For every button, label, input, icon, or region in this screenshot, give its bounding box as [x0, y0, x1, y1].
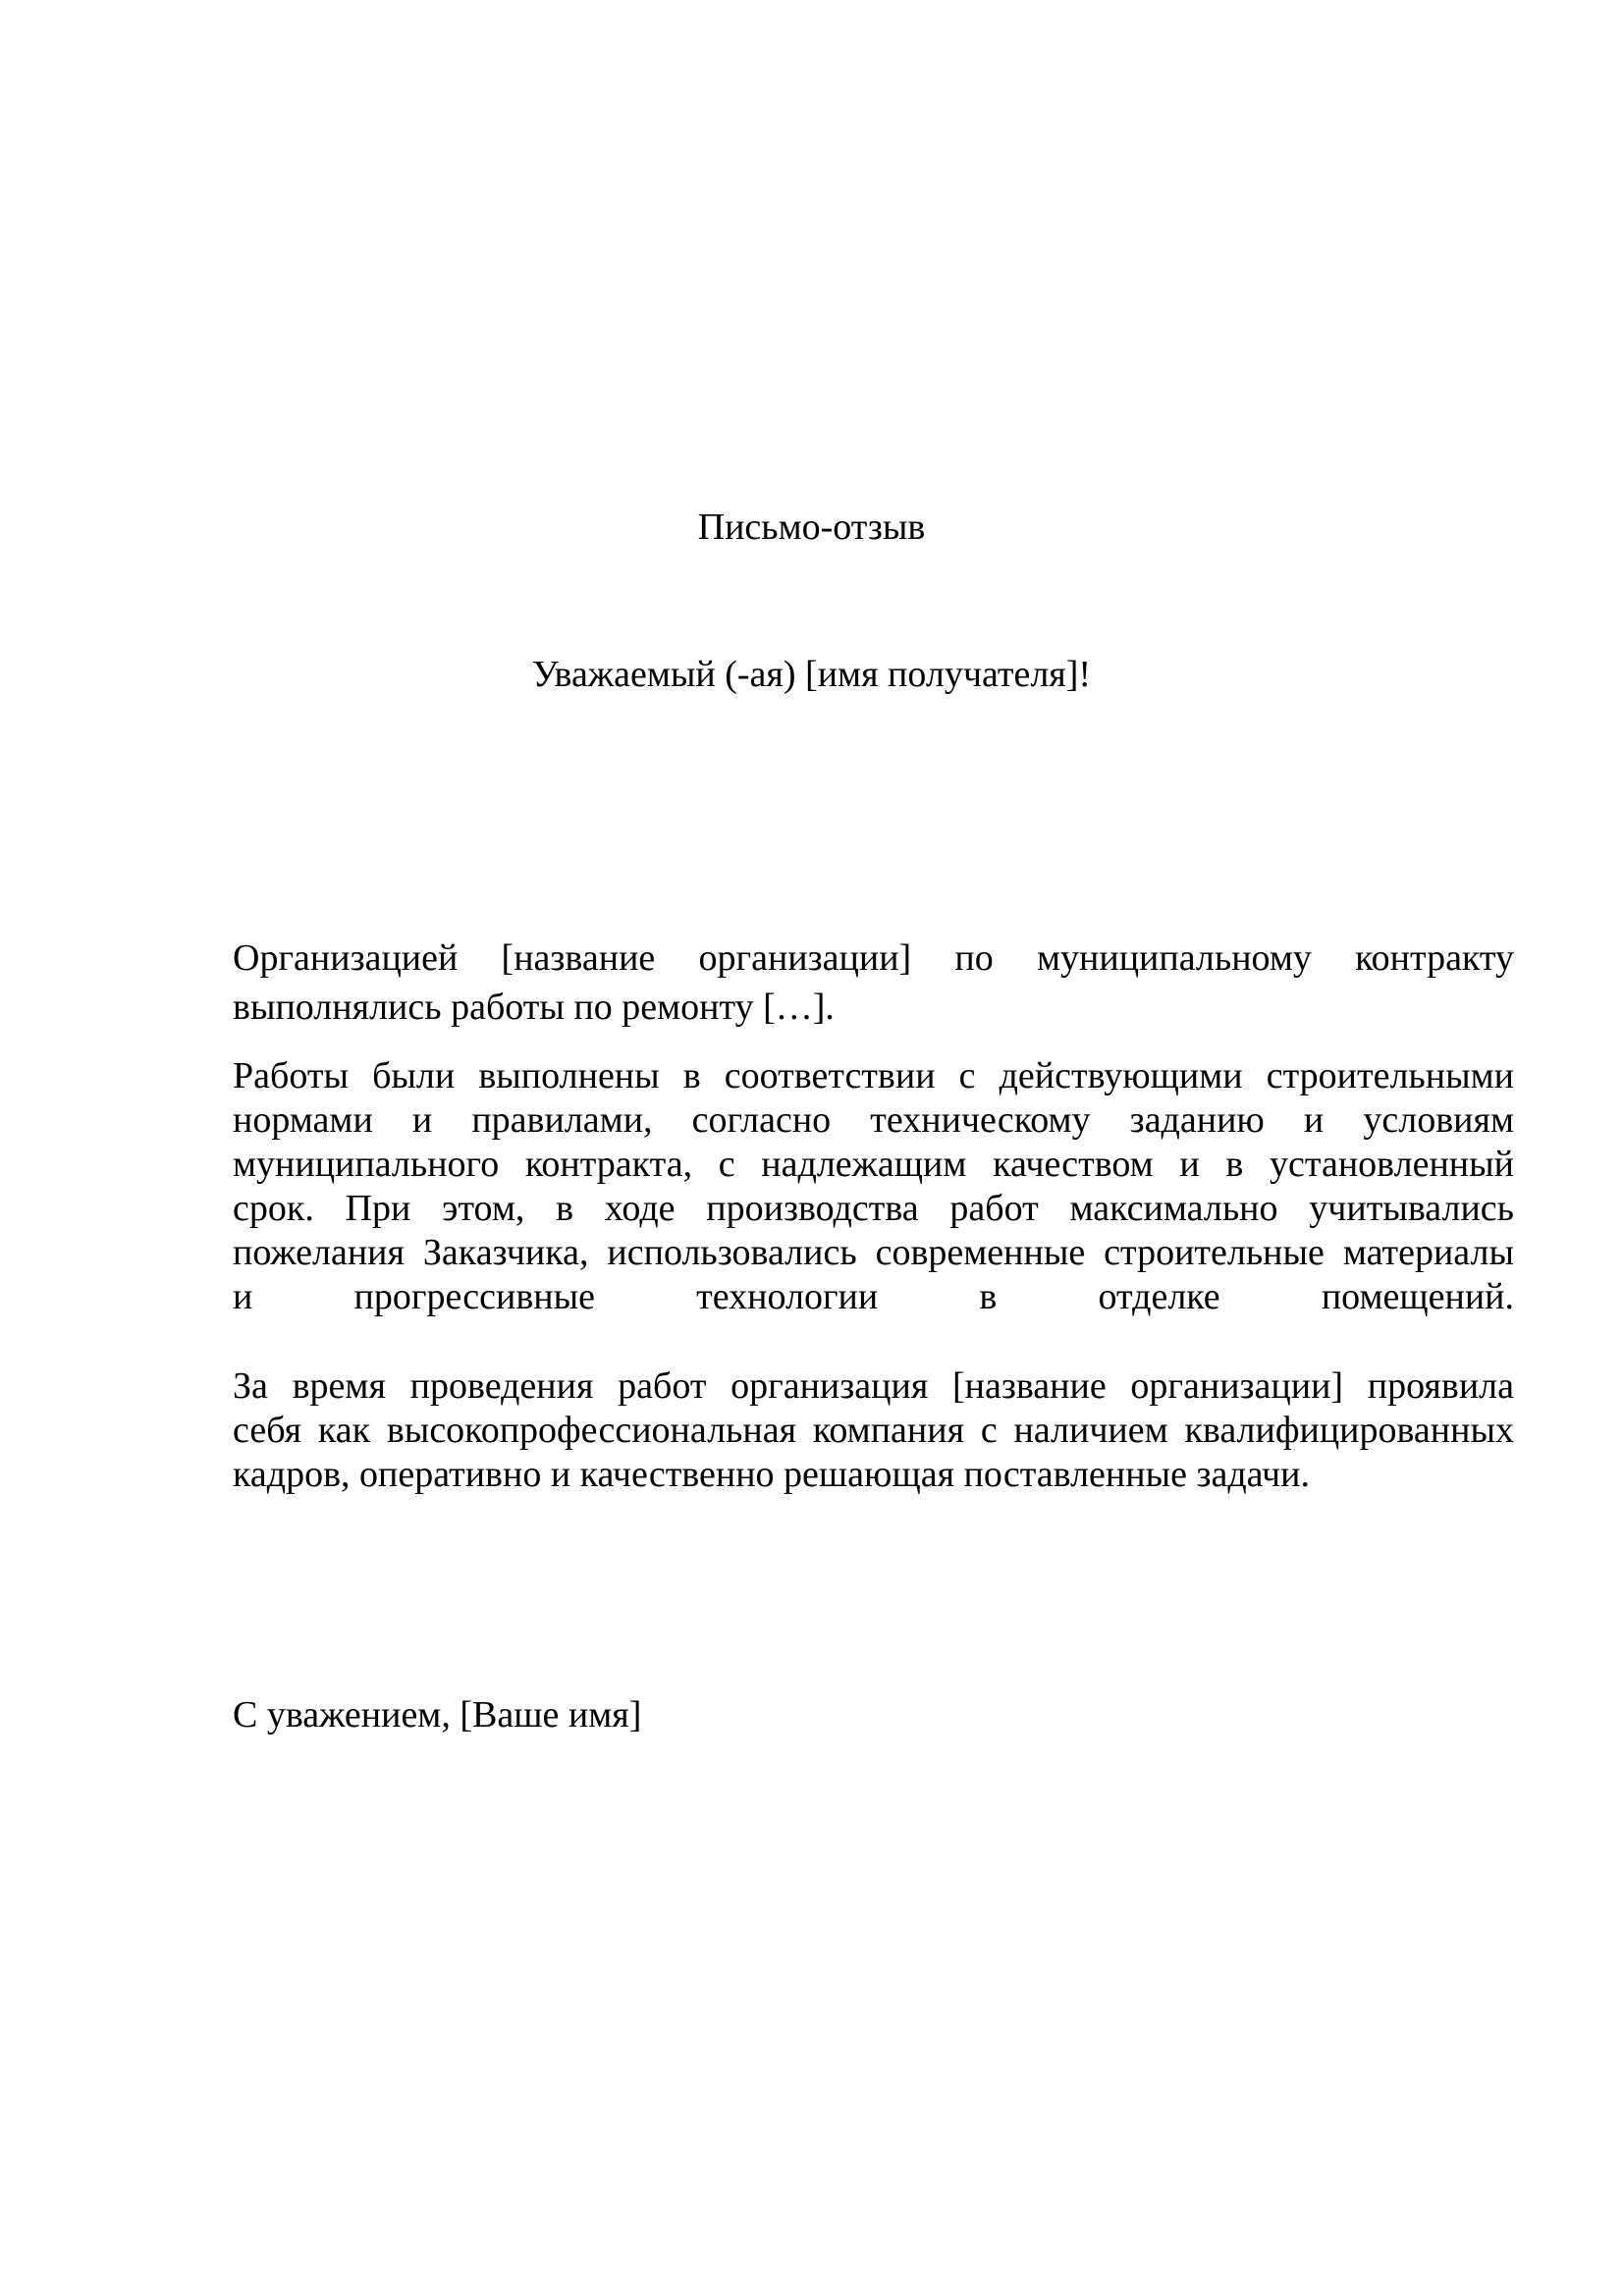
- paragraph-line: Работы были выполнены в соответствии с действующими строительными: [233, 1055, 1514, 1096]
- paragraph-2: [233, 1054, 1514, 1319]
- paragraph-line: срок. При этом, в ходе производства работ максимально учитывались: [233, 1188, 1514, 1229]
- paragraph-line: выполнялись работы по ремонту […].: [233, 987, 835, 1028]
- greeting: Уважаемый (-ая) [имя получателя]!: [531, 654, 1092, 695]
- paragraph-line: За время проведения работ организация [название организации] проявила: [233, 1365, 1514, 1407]
- paragraph-3: [233, 1364, 1514, 1497]
- paragraph-line: и прогрессивные технологии в отделке помещений.: [233, 1276, 1514, 1317]
- closing-signature: С уважением, [Ваше имя]: [233, 1694, 642, 1735]
- letter-title: Письмо-отзыв: [697, 507, 926, 548]
- paragraph-line: нормами и правилами, согласно техническому заданию и условиям: [233, 1099, 1514, 1141]
- paragraph-line: кадров, оперативно и качественно решающая поставленные задачи.: [233, 1454, 1310, 1495]
- paragraph-line: пожелания Заказчика, использовались современные строительные материалы: [233, 1232, 1514, 1273]
- paragraph-line: Организацией [название организации] по муниципальному контракту: [233, 937, 1514, 979]
- paragraph-line: муниципального контракта, с надлежащим качеством и в установленный: [233, 1144, 1514, 1185]
- paragraph-line: себя как высокопрофессиональная компания с наличием квалифицированных: [233, 1410, 1514, 1451]
- paragraph-1: [233, 936, 1514, 1030]
